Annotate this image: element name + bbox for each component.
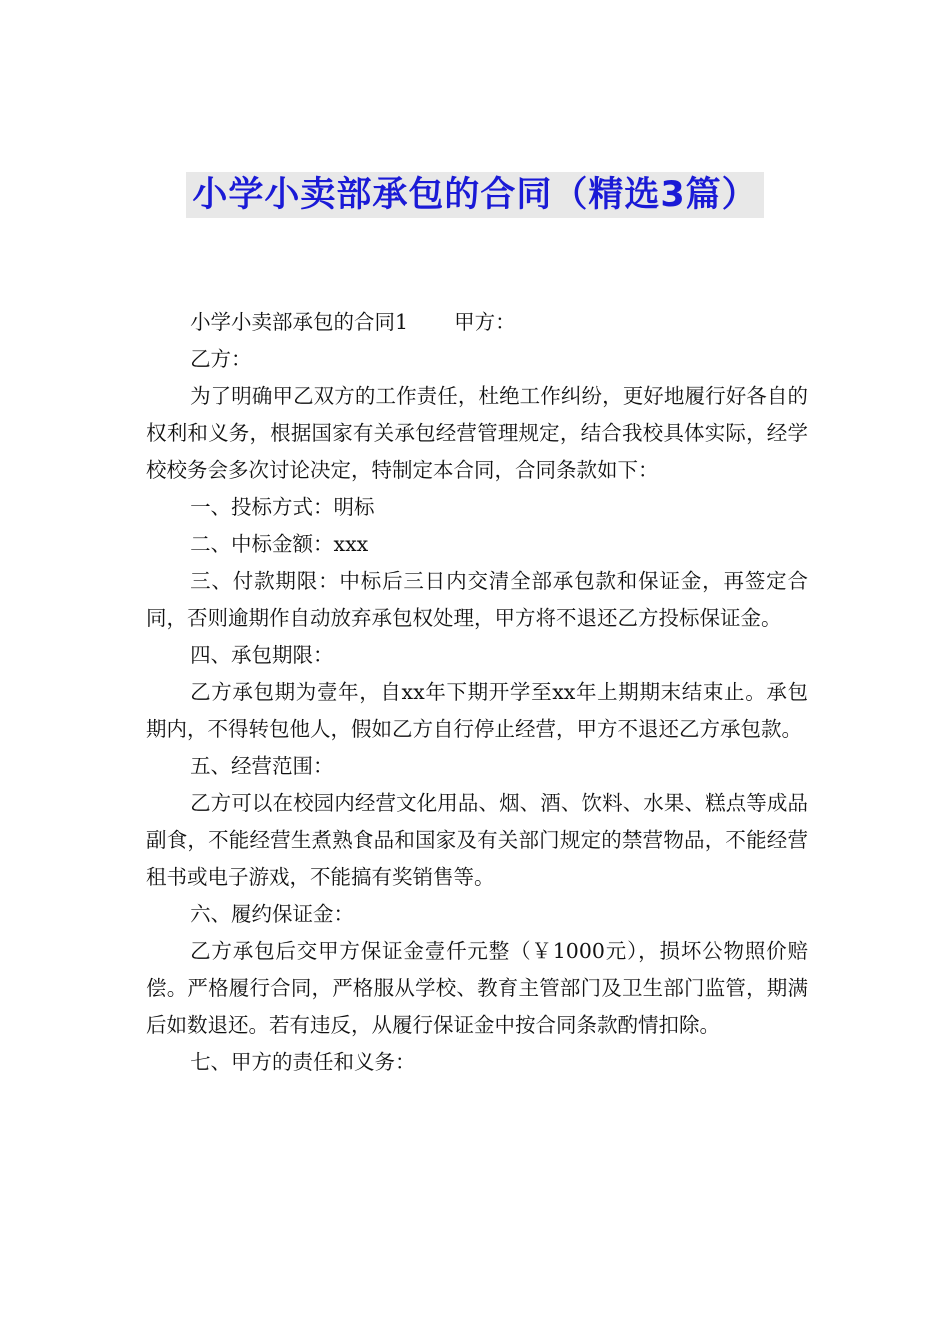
title-container (0, 172, 950, 218)
paragraph-payment-term: 三、付款期限：中标后三日内交清全部承包款和保证金，再签定合同，否则逾期作自动放弃承包权处理，甲方将不退还乙方投标保证金。 (146, 569, 808, 630)
paragraph-scope: 乙方可以在校园内经营文化用品、烟、酒、饮料、水果、糕点等成品副食，不能经营生煮熟食品和国家及有关部门规定的禁营物品，不能经营租书或电子游戏，不能搞有奖销售等。 (146, 791, 808, 889)
paragraph-scope-heading: 五、经营范围： (190, 754, 334, 778)
paragraph-deposit-heading: 六、履约保证金： (190, 902, 355, 926)
paragraph-bid-method: 一、投标方式：明标 (190, 495, 375, 519)
intro-heading: 小学小卖部承包的合同1 (190, 310, 409, 334)
party-a-label: 甲方： (454, 310, 516, 334)
intro-line (146, 304, 808, 341)
document-title: 小学小卖部承包的合同（精选3篇） (186, 172, 763, 218)
document-body (146, 304, 808, 1081)
party-b-label: 乙方： (190, 347, 252, 371)
paragraph-contract-period: 乙方承包期为壹年，自xx年下期开学至xx年上期期末结束止。承包期内，不得转包他人，假如乙方自行停止经营，甲方不退还乙方承包款。 (146, 680, 808, 741)
paragraph-contract-period-heading: 四、承包期限： (190, 643, 334, 667)
paragraph-purpose: 为了明确甲乙双方的工作责任，杜绝工作纠纷，更好地履行好各自的权利和义务，根据国家有关承包经营管理规定，结合我校具体实际，经学校校务会多次讨论决定，特制定本合同，合同条款如下： (146, 384, 808, 482)
paragraph-deposit: 乙方承包后交甲方保证金壹仟元整（￥1000元），损坏公物照价赔偿。严格履行合同，严格服从学校、教育主管部门及卫生部门监管，期满后如数退还。若有违反，从履行保证金中按合同条款酌情扣除。 (146, 939, 808, 1037)
paragraph-bid-amount: 二、中标金额：xxx (190, 532, 369, 556)
paragraph-party-a-duties-heading: 七、甲方的责任和义务： (190, 1050, 416, 1074)
